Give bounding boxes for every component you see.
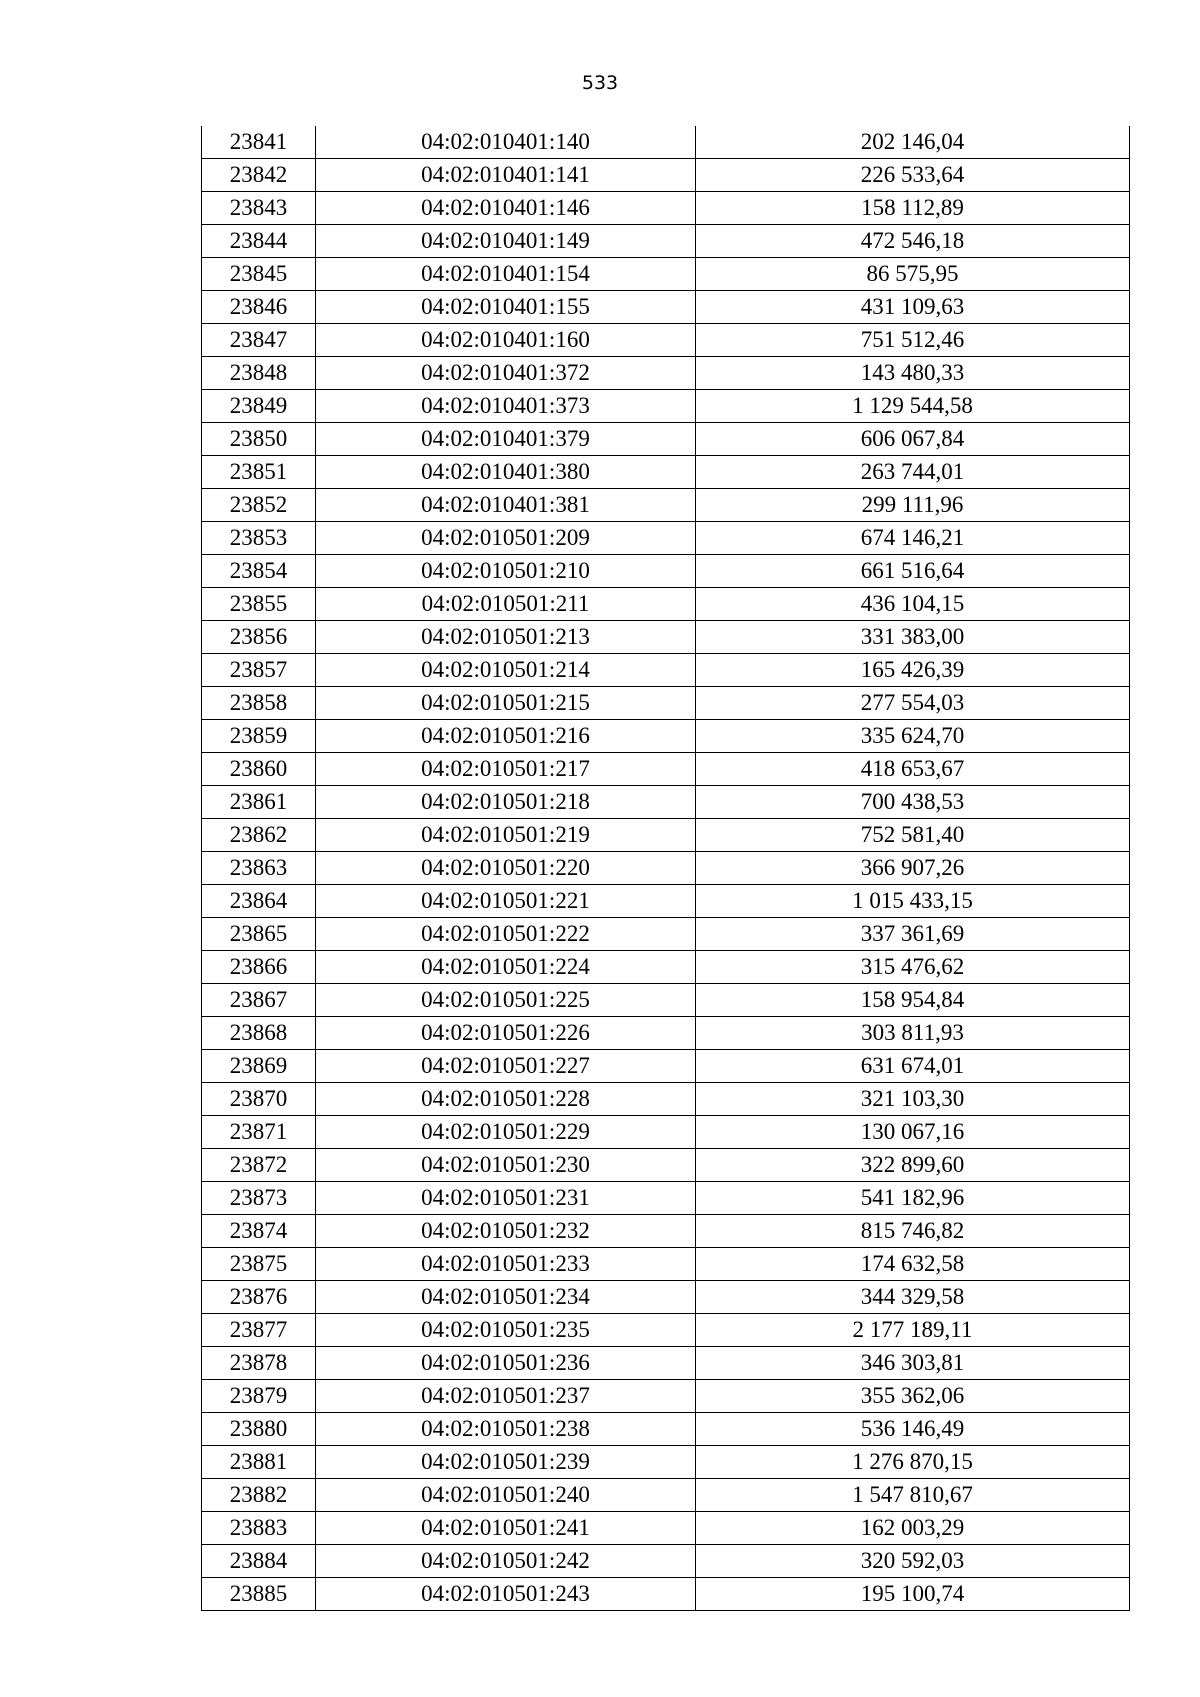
- cadastral-number-cell: 04:02:010501:240: [316, 1479, 696, 1512]
- row-number-cell: 23843: [202, 192, 316, 225]
- table-row: [202, 852, 1130, 885]
- table-row: [202, 291, 1130, 324]
- value-cell: 661 516,64: [696, 555, 1130, 588]
- cadastral-number-cell: 04:02:010401:380: [316, 456, 696, 489]
- value-cell: 165 426,39: [696, 654, 1130, 687]
- cadastral-number-cell: 04:02:010501:220: [316, 852, 696, 885]
- value-cell: 541 182,96: [696, 1182, 1130, 1215]
- value-cell: 536 146,49: [696, 1413, 1130, 1446]
- value-cell: 331 383,00: [696, 621, 1130, 654]
- table-row: [202, 786, 1130, 819]
- table-row: [202, 1182, 1130, 1215]
- table-row: [202, 159, 1130, 192]
- cadastral-number-cell: 04:02:010401:373: [316, 390, 696, 423]
- cadastral-number-cell: 04:02:010501:238: [316, 1413, 696, 1446]
- row-number-cell: 23878: [202, 1347, 316, 1380]
- table-row: [202, 357, 1130, 390]
- table-row: [202, 456, 1130, 489]
- value-cell: 195 100,74: [696, 1578, 1130, 1611]
- table-row: [202, 621, 1130, 654]
- row-number-cell: 23854: [202, 555, 316, 588]
- value-cell: 303 811,93: [696, 1017, 1130, 1050]
- table-row: [202, 1083, 1130, 1116]
- value-cell: 700 438,53: [696, 786, 1130, 819]
- row-number-cell: 23872: [202, 1149, 316, 1182]
- table-row: [202, 1479, 1130, 1512]
- cadastral-number-cell: 04:02:010501:233: [316, 1248, 696, 1281]
- value-cell: 158 112,89: [696, 192, 1130, 225]
- cadastral-number-cell: 04:02:010501:215: [316, 687, 696, 720]
- value-cell: 1 015 433,15: [696, 885, 1130, 918]
- value-cell: 431 109,63: [696, 291, 1130, 324]
- table-row: [202, 1512, 1130, 1545]
- table-row: [202, 1545, 1130, 1578]
- table-row: [202, 885, 1130, 918]
- page-number: 533: [581, 72, 619, 94]
- value-cell: 472 546,18: [696, 225, 1130, 258]
- cadastral-number-cell: 04:02:010401:154: [316, 258, 696, 291]
- table-row: [202, 1578, 1130, 1611]
- cadastral-number-cell: 04:02:010501:236: [316, 1347, 696, 1380]
- row-number-cell: 23879: [202, 1380, 316, 1413]
- cadastral-number-cell: 04:02:010501:239: [316, 1446, 696, 1479]
- row-number-cell: 23869: [202, 1050, 316, 1083]
- table-row: [202, 687, 1130, 720]
- cadastral-number-cell: 04:02:010501:237: [316, 1380, 696, 1413]
- cadastral-number-cell: 04:02:010501:235: [316, 1314, 696, 1347]
- cadastral-value-table: [201, 126, 1130, 1611]
- row-number-cell: 23841: [202, 126, 316, 159]
- row-number-cell: 23851: [202, 456, 316, 489]
- value-cell: 162 003,29: [696, 1512, 1130, 1545]
- table-row: [202, 126, 1130, 159]
- table-row: [202, 1149, 1130, 1182]
- table-row: [202, 654, 1130, 687]
- value-cell: 631 674,01: [696, 1050, 1130, 1083]
- cadastral-number-cell: 04:02:010401:379: [316, 423, 696, 456]
- cadastral-number-cell: 04:02:010401:141: [316, 159, 696, 192]
- value-cell: 2 177 189,11: [696, 1314, 1130, 1347]
- cadastral-number-cell: 04:02:010501:217: [316, 753, 696, 786]
- cadastral-number-cell: 04:02:010501:231: [316, 1182, 696, 1215]
- row-number-cell: 23860: [202, 753, 316, 786]
- value-cell: 606 067,84: [696, 423, 1130, 456]
- value-cell: 277 554,03: [696, 687, 1130, 720]
- value-cell: 322 899,60: [696, 1149, 1130, 1182]
- table-row: [202, 819, 1130, 852]
- value-cell: 321 103,30: [696, 1083, 1130, 1116]
- table-row: [202, 1413, 1130, 1446]
- row-number-cell: 23855: [202, 588, 316, 621]
- row-number-cell: 23852: [202, 489, 316, 522]
- row-number-cell: 23844: [202, 225, 316, 258]
- value-cell: 1 129 544,58: [696, 390, 1130, 423]
- value-cell: 320 592,03: [696, 1545, 1130, 1578]
- row-number-cell: 23863: [202, 852, 316, 885]
- cadastral-number-cell: 04:02:010401:146: [316, 192, 696, 225]
- cadastral-number-cell: 04:02:010501:210: [316, 555, 696, 588]
- cadastral-number-cell: 04:02:010501:242: [316, 1545, 696, 1578]
- table-row: [202, 489, 1130, 522]
- cadastral-number-cell: 04:02:010501:229: [316, 1116, 696, 1149]
- row-number-cell: 23874: [202, 1215, 316, 1248]
- cadastral-number-cell: 04:02:010501:234: [316, 1281, 696, 1314]
- table-row: [202, 1347, 1130, 1380]
- table-row: [202, 588, 1130, 621]
- row-number-cell: 23842: [202, 159, 316, 192]
- row-number-cell: 23868: [202, 1017, 316, 1050]
- cadastral-number-cell: 04:02:010501:241: [316, 1512, 696, 1545]
- value-cell: 143 480,33: [696, 357, 1130, 390]
- row-number-cell: 23859: [202, 720, 316, 753]
- table-body: [202, 126, 1130, 1611]
- value-cell: 674 146,21: [696, 522, 1130, 555]
- value-cell: 174 632,58: [696, 1248, 1130, 1281]
- value-cell: 202 146,04: [696, 126, 1130, 159]
- cadastral-number-cell: 04:02:010501:225: [316, 984, 696, 1017]
- row-number-cell: 23865: [202, 918, 316, 951]
- row-number-cell: 23858: [202, 687, 316, 720]
- row-number-cell: 23882: [202, 1479, 316, 1512]
- table-row: [202, 192, 1130, 225]
- cadastral-number-cell: 04:02:010501:211: [316, 588, 696, 621]
- value-cell: 1 276 870,15: [696, 1446, 1130, 1479]
- table-row: [202, 1281, 1130, 1314]
- table-row: [202, 390, 1130, 423]
- cadastral-number-cell: 04:02:010501:214: [316, 654, 696, 687]
- cadastral-number-cell: 04:02:010501:216: [316, 720, 696, 753]
- row-number-cell: 23871: [202, 1116, 316, 1149]
- cadastral-number-cell: 04:02:010501:243: [316, 1578, 696, 1611]
- cadastral-number-cell: 04:02:010401:155: [316, 291, 696, 324]
- value-cell: 355 362,06: [696, 1380, 1130, 1413]
- table-row: [202, 753, 1130, 786]
- value-cell: 418 653,67: [696, 753, 1130, 786]
- table-row: [202, 225, 1130, 258]
- table-row: [202, 984, 1130, 1017]
- table-row: [202, 1017, 1130, 1050]
- cadastral-number-cell: 04:02:010501:227: [316, 1050, 696, 1083]
- table-row: [202, 1050, 1130, 1083]
- cadastral-number-cell: 04:02:010501:222: [316, 918, 696, 951]
- table-row: [202, 1215, 1130, 1248]
- value-cell: 346 303,81: [696, 1347, 1130, 1380]
- table-row: [202, 1380, 1130, 1413]
- cadastral-number-cell: 04:02:010501:232: [316, 1215, 696, 1248]
- table-row: [202, 555, 1130, 588]
- row-number-cell: 23847: [202, 324, 316, 357]
- row-number-cell: 23866: [202, 951, 316, 984]
- table-row: [202, 1116, 1130, 1149]
- row-number-cell: 23883: [202, 1512, 316, 1545]
- value-cell: 366 907,26: [696, 852, 1130, 885]
- value-cell: 315 476,62: [696, 951, 1130, 984]
- cadastral-number-cell: 04:02:010501:209: [316, 522, 696, 555]
- value-cell: 815 746,82: [696, 1215, 1130, 1248]
- row-number-cell: 23861: [202, 786, 316, 819]
- table-row: [202, 522, 1130, 555]
- row-number-cell: 23880: [202, 1413, 316, 1446]
- row-number-cell: 23864: [202, 885, 316, 918]
- cadastral-number-cell: 04:02:010501:218: [316, 786, 696, 819]
- value-cell: 436 104,15: [696, 588, 1130, 621]
- cadastral-number-cell: 04:02:010401:381: [316, 489, 696, 522]
- table-row: [202, 720, 1130, 753]
- table-row: [202, 918, 1130, 951]
- value-cell: 263 744,01: [696, 456, 1130, 489]
- row-number-cell: 23853: [202, 522, 316, 555]
- table-row: [202, 951, 1130, 984]
- row-number-cell: 23881: [202, 1446, 316, 1479]
- row-number-cell: 23848: [202, 357, 316, 390]
- row-number-cell: 23857: [202, 654, 316, 687]
- value-cell: 344 329,58: [696, 1281, 1130, 1314]
- row-number-cell: 23849: [202, 390, 316, 423]
- row-number-cell: 23846: [202, 291, 316, 324]
- row-number-cell: 23856: [202, 621, 316, 654]
- row-number-cell: 23884: [202, 1545, 316, 1578]
- row-number-cell: 23867: [202, 984, 316, 1017]
- value-cell: 86 575,95: [696, 258, 1130, 291]
- row-number-cell: 23876: [202, 1281, 316, 1314]
- value-cell: 1 547 810,67: [696, 1479, 1130, 1512]
- row-number-cell: 23870: [202, 1083, 316, 1116]
- table-row: [202, 258, 1130, 291]
- value-cell: 335 624,70: [696, 720, 1130, 753]
- cadastral-number-cell: 04:02:010401:372: [316, 357, 696, 390]
- value-cell: 299 111,96: [696, 489, 1130, 522]
- row-number-cell: 23875: [202, 1248, 316, 1281]
- cadastral-number-cell: 04:02:010501:226: [316, 1017, 696, 1050]
- row-number-cell: 23877: [202, 1314, 316, 1347]
- row-number-cell: 23885: [202, 1578, 316, 1611]
- cadastral-number-cell: 04:02:010501:221: [316, 885, 696, 918]
- cadastral-number-cell: 04:02:010501:224: [316, 951, 696, 984]
- table-row: [202, 324, 1130, 357]
- row-number-cell: 23873: [202, 1182, 316, 1215]
- table-row: [202, 423, 1130, 456]
- cadastral-number-cell: 04:02:010401:149: [316, 225, 696, 258]
- value-cell: 226 533,64: [696, 159, 1130, 192]
- value-cell: 158 954,84: [696, 984, 1130, 1017]
- row-number-cell: 23850: [202, 423, 316, 456]
- row-number-cell: 23845: [202, 258, 316, 291]
- value-cell: 337 361,69: [696, 918, 1130, 951]
- cadastral-number-cell: 04:02:010501:213: [316, 621, 696, 654]
- row-number-cell: 23862: [202, 819, 316, 852]
- table-row: [202, 1248, 1130, 1281]
- cadastral-number-cell: 04:02:010401:140: [316, 126, 696, 159]
- table-row: [202, 1446, 1130, 1479]
- value-cell: 130 067,16: [696, 1116, 1130, 1149]
- table-row: [202, 1314, 1130, 1347]
- cadastral-number-cell: 04:02:010501:230: [316, 1149, 696, 1182]
- value-cell: 751 512,46: [696, 324, 1130, 357]
- cadastral-number-cell: 04:02:010501:228: [316, 1083, 696, 1116]
- cadastral-number-cell: 04:02:010501:219: [316, 819, 696, 852]
- cadastral-number-cell: 04:02:010401:160: [316, 324, 696, 357]
- value-cell: 752 581,40: [696, 819, 1130, 852]
